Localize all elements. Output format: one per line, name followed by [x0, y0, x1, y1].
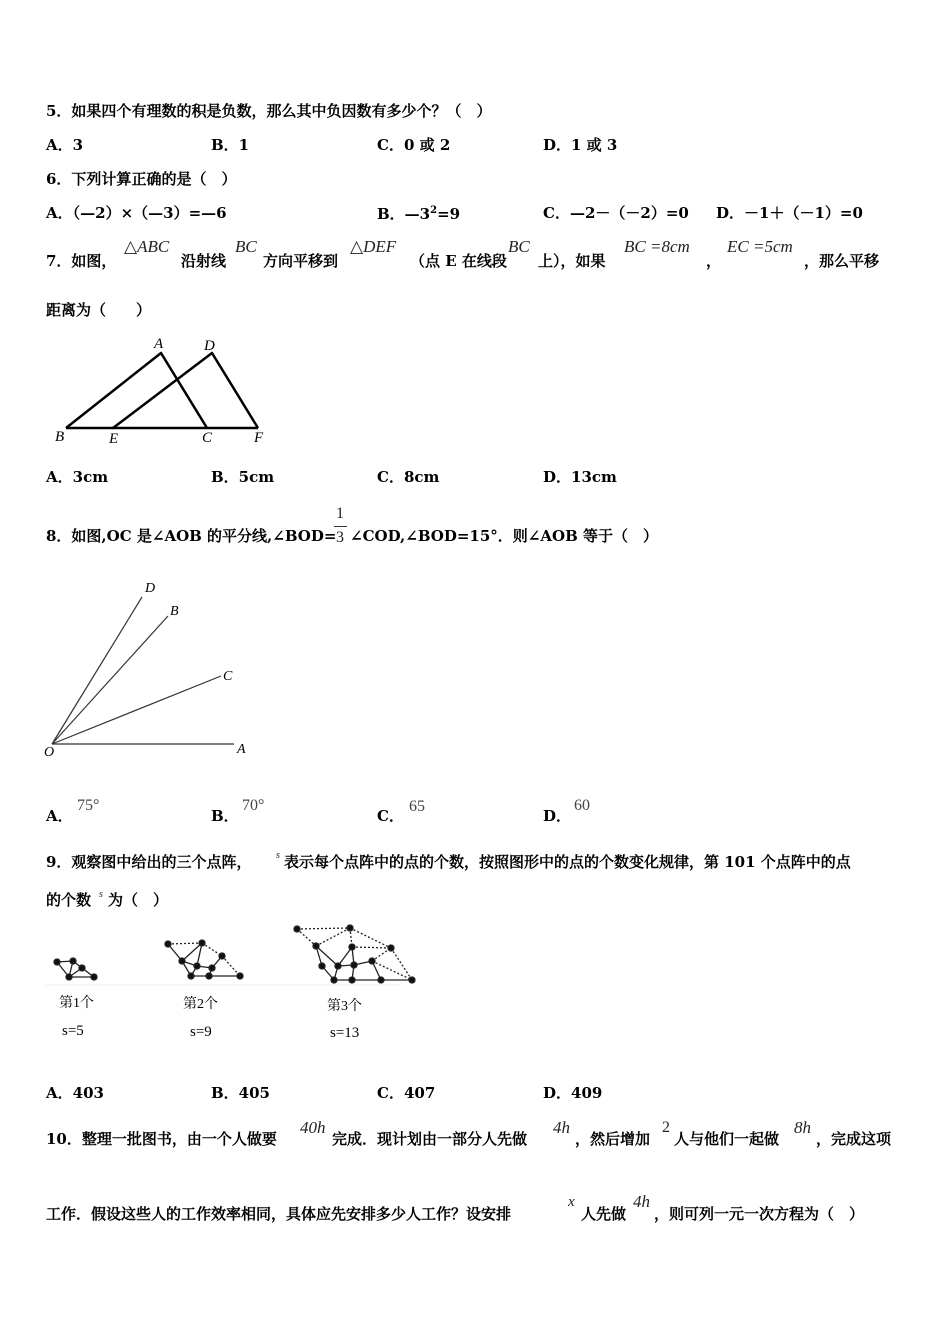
q7-eq-ec: EC =5cm: [727, 237, 793, 256]
q7-triangle-abc: △ABC: [124, 237, 170, 256]
q10-40h: 40h: [300, 1118, 326, 1137]
q7-option-d: D．13cm: [543, 468, 617, 486]
q8-text-b: ∠COD,∠BOD=15°．则∠AOB 等于（ ）: [350, 527, 658, 545]
q8-label-d: D: [145, 581, 156, 596]
q9-text-b: 表示每个点阵中的点的个数，按照图形中的点的个数变化规律，第 101 个点阵中的点: [284, 853, 851, 871]
q8-fraction-numerator: 1: [336, 505, 344, 522]
q7-triangle-def-shape: [113, 353, 258, 428]
q8-ray-oc: [52, 676, 221, 744]
q8-option-b-letter: B．: [211, 807, 239, 825]
q10-text-b: 完成．现计划由一部分人先做: [332, 1130, 528, 1148]
q7-comma: ，: [706, 252, 722, 270]
q6-option-b-exponent: 2: [430, 205, 438, 216]
q6-option-a: A．（—2）×（—3）=—6: [46, 204, 227, 222]
q6-option-b: [377, 206, 460, 222]
q7-bc-2: BC: [508, 237, 530, 256]
q8-option-a-value: 75°: [77, 797, 100, 814]
q9-count-1: s=5: [62, 1023, 84, 1039]
q9-lattice-3: [294, 925, 415, 983]
q10-text-a: 10．整理一批图书，由一个人做要: [46, 1130, 277, 1148]
q9-option-d: D．409: [543, 1084, 603, 1102]
q8-label-b: B: [170, 604, 179, 619]
q7-triangle-def: △DEF: [350, 237, 397, 256]
q7-number: 7．如图，: [46, 252, 117, 270]
q7-option-a: A．3cm: [46, 468, 109, 486]
q10-text-c: ，然后增加: [575, 1130, 651, 1148]
q10-text-e: ，完成这项: [816, 1130, 892, 1148]
q7-text-1: 沿射线: [181, 252, 227, 270]
q8-text-a: 8．如图,OC 是∠AOB 的平分线,∠BOD=: [46, 527, 337, 545]
q10-8h: 8h: [794, 1118, 811, 1137]
q7-bc-1: BC: [235, 237, 257, 256]
q7-text-4: 上），如果: [538, 252, 606, 270]
q9-text-a: 9．观察图中给出的三个点阵，: [46, 853, 252, 871]
q10-text-g: 人先做: [581, 1205, 627, 1223]
q8-label-o: O: [44, 745, 55, 760]
q6-stem: 6．下列计算正确的是（ ）: [46, 170, 237, 188]
q9-text-d: 为（ ）: [108, 891, 169, 909]
q9-text-c: 的个数: [46, 891, 92, 909]
q6-option-d: D．－1＋（－1）=0: [716, 204, 863, 222]
q9-lattice-2: [165, 940, 243, 979]
q7-line-2: 距离为（ ）: [46, 301, 152, 319]
q9-caption-1: 第1个: [59, 996, 94, 1011]
q7-triangle-abc-shape: [66, 353, 207, 428]
q8-label-a: A: [237, 742, 246, 757]
q7-text-5: ，那么平移: [804, 252, 880, 270]
q9-option-c: C．407: [377, 1084, 436, 1102]
q9-option-a: A．403: [46, 1084, 104, 1102]
q9-lattice-1: [54, 958, 97, 980]
q7-label-f: F: [254, 430, 264, 446]
q8-ray-ob: [52, 616, 168, 744]
q8-fraction-denominator: 3: [336, 529, 344, 546]
q7-option-c: C．8cm: [377, 468, 440, 486]
q8-option-d-letter: D．: [543, 807, 572, 825]
q10-x: x: [568, 1194, 575, 1210]
q9-caption-3: 第3个: [327, 999, 362, 1014]
q5-option-c: C．0 或 2: [377, 136, 451, 154]
q10-4h-1: 4h: [553, 1118, 570, 1137]
q5-option-a: A．3: [46, 136, 84, 154]
q8-label-c: C: [223, 669, 233, 684]
q7-label-a: A: [154, 336, 164, 352]
q5-option-b: B．1: [211, 136, 250, 154]
q8-option-c-value: 65: [409, 798, 425, 815]
q6-option-b-base: B．—3: [377, 205, 431, 223]
q9-caption-2: 第2个: [183, 997, 218, 1012]
q9-s-2: s: [99, 889, 103, 900]
q7-label-b: B: [55, 429, 65, 445]
q7-label-e: E: [109, 431, 119, 447]
q8-option-a-letter: A．: [46, 807, 73, 825]
q9-option-b: B．405: [211, 1084, 270, 1102]
q7-label-c: C: [202, 430, 213, 446]
q7-text-2: 方向平移到: [263, 252, 339, 270]
q8-fraction-bar: [334, 526, 347, 527]
q8-option-d-value: 60: [574, 797, 590, 814]
q7-eq-bc: BC =8cm: [624, 237, 690, 256]
q10-two: 2: [662, 1119, 670, 1136]
q6-option-c: C．—2－（－2）=0: [543, 204, 689, 222]
q5-option-d: D．1 或 3: [543, 136, 618, 154]
q7-label-d: D: [204, 338, 215, 354]
q8-ray-od: [52, 597, 142, 744]
q9-count-3: s=13: [330, 1025, 360, 1041]
q10-text-h: ，则可列一元一次方程为（ ）: [654, 1205, 865, 1223]
q6-option-b-tail: =9: [437, 205, 461, 223]
q8-option-b-value: 70°: [242, 797, 265, 814]
q8-option-c-letter: C．: [377, 807, 404, 825]
q7-option-b: B．5cm: [211, 468, 275, 486]
q10-text-d: 人与他们一起做: [674, 1130, 780, 1148]
q10-text-f: 工作．假设这些人的工作效率相同，具体应先安排多少人工作？设安排: [46, 1205, 512, 1223]
q9-s-1: s: [276, 850, 280, 861]
q7-text-3: （点 E 在线段: [410, 252, 507, 270]
q10-4h-2: 4h: [633, 1192, 650, 1211]
q9-count-2: s=9: [190, 1024, 212, 1040]
q5-stem: 5．如果四个有理数的积是负数，那么其中负因数有多少个？（ ）: [46, 102, 492, 120]
